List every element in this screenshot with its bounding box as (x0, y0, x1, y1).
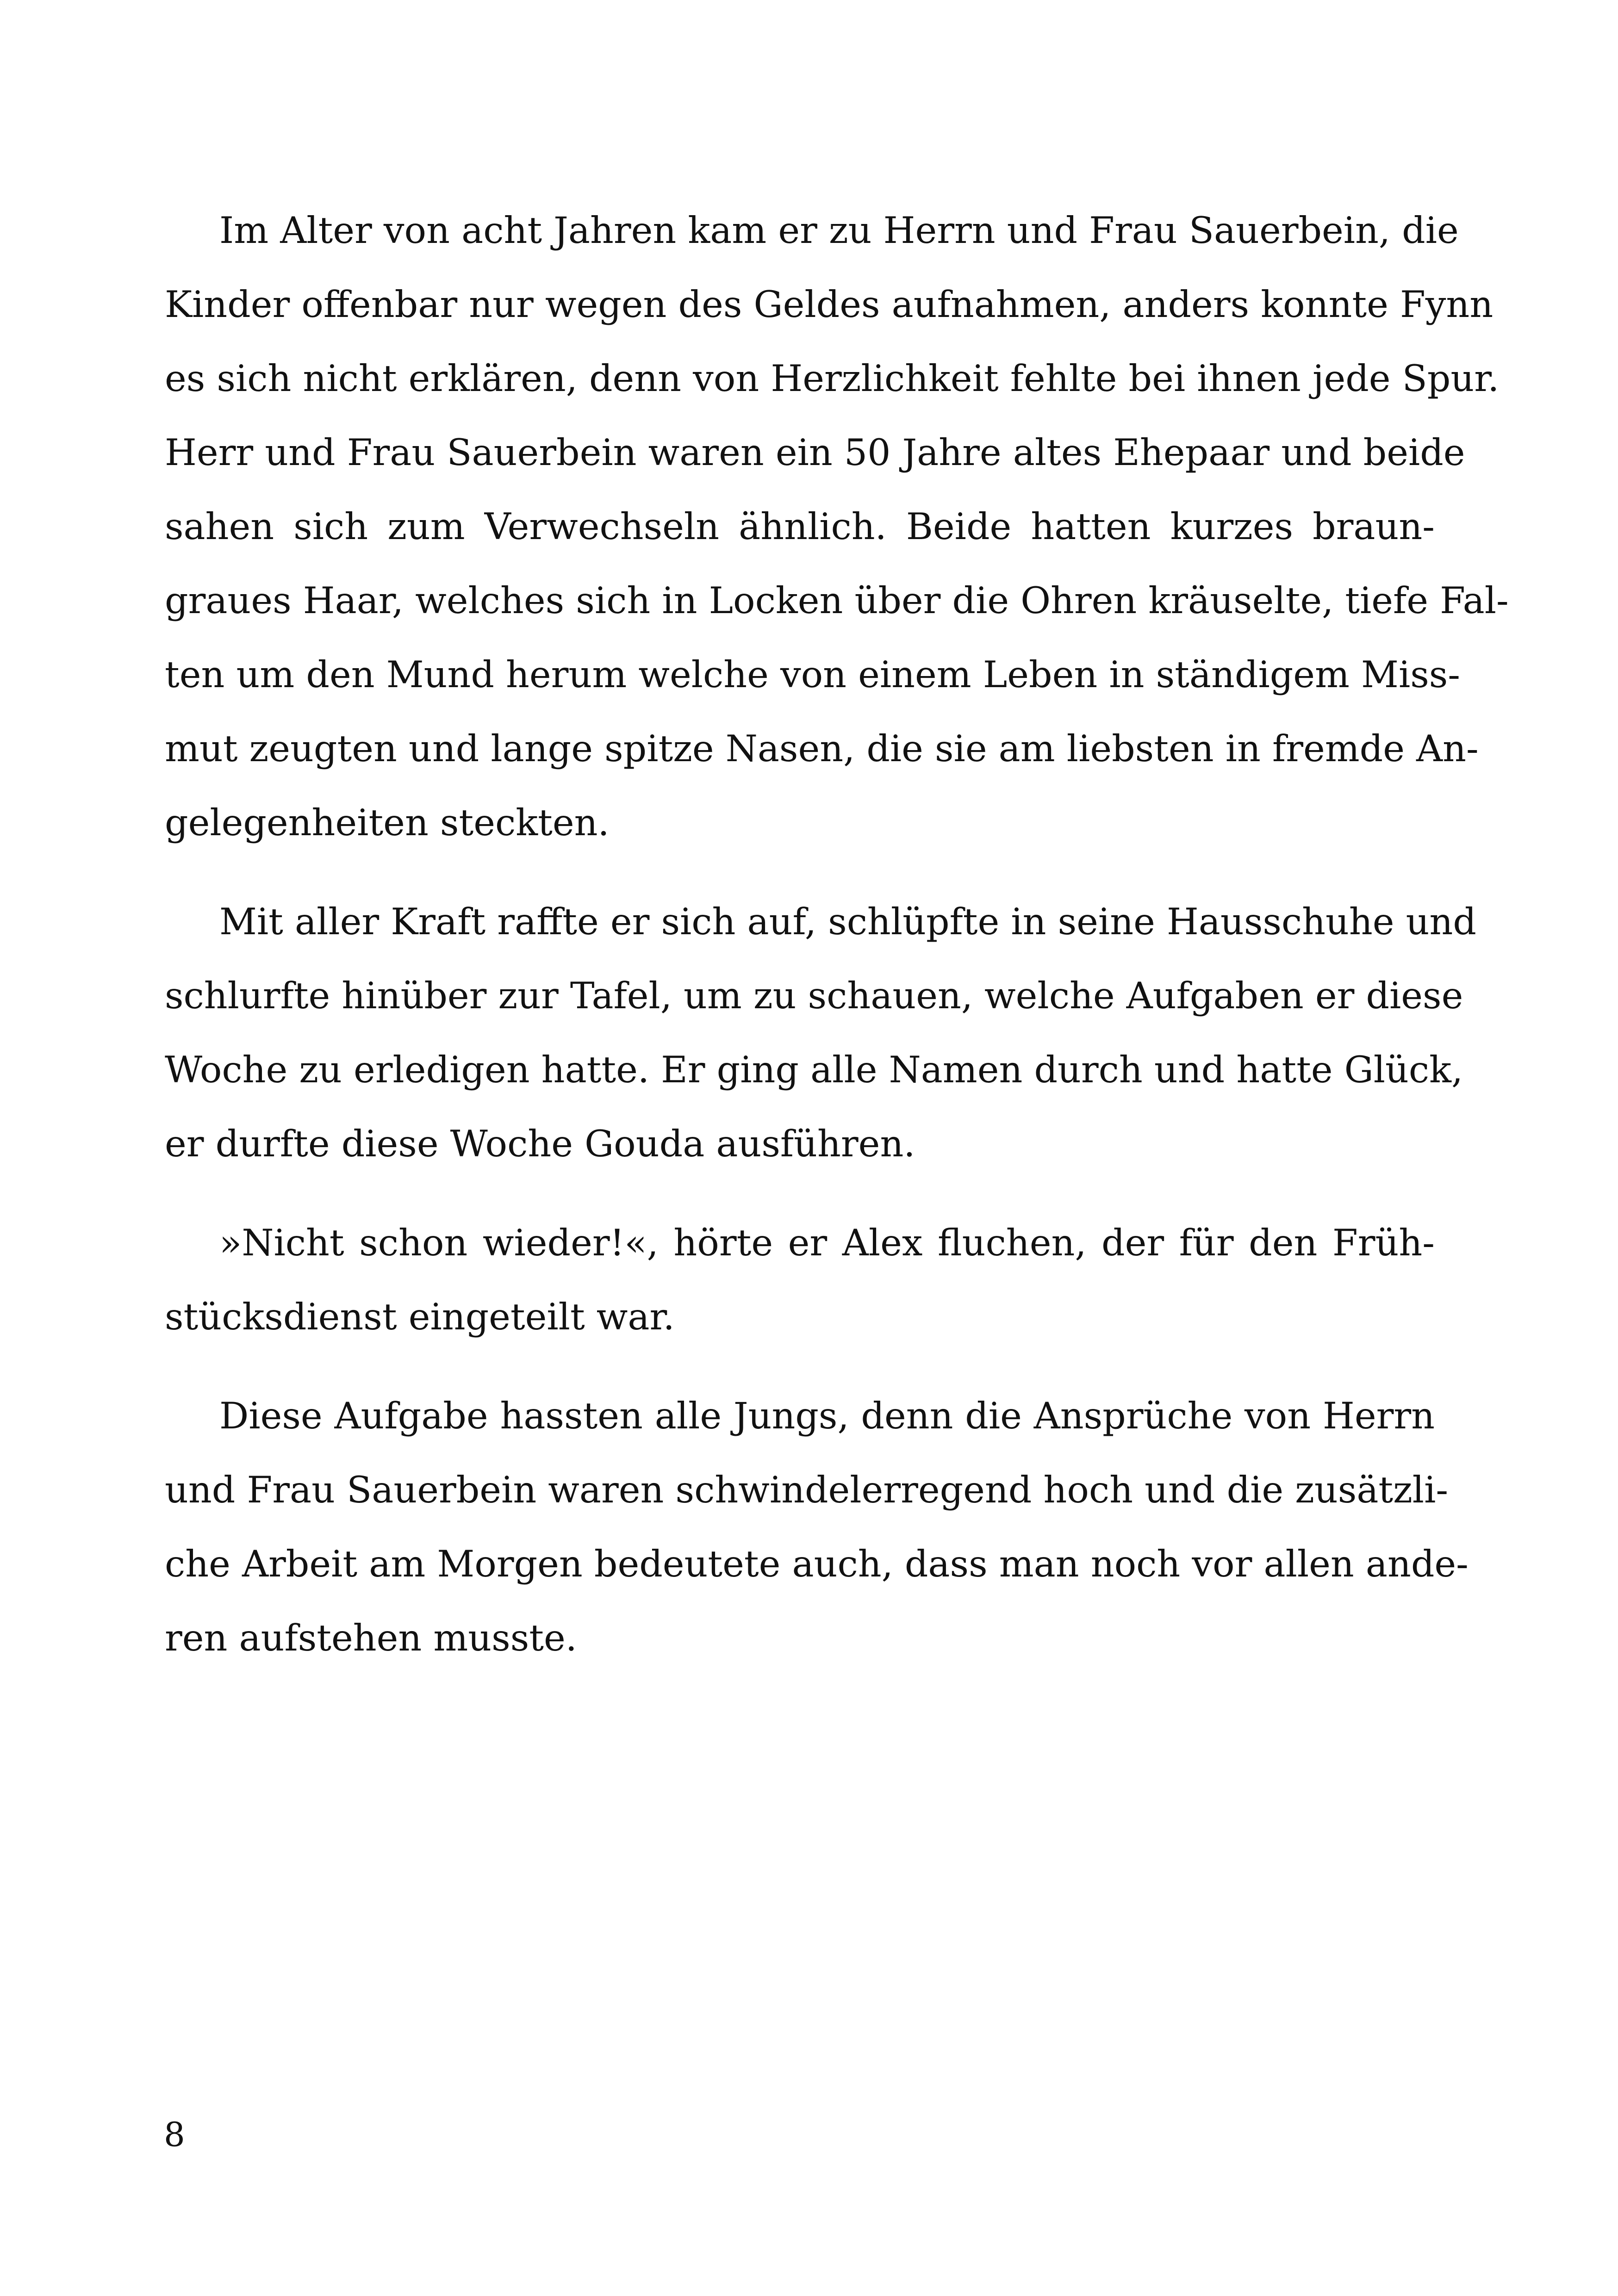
paragraph-gap (165, 1354, 1435, 1379)
text-line: ren aufstehen musste. (165, 1617, 577, 1659)
body-text (165, 193, 1509, 1675)
text-line: stücksdienst eingeteilt war. (165, 1296, 675, 1338)
text-line: che Arbeit am Morgen bedeutete auch, dass man noch vor allen ande- (165, 1543, 1469, 1585)
paragraph (165, 193, 1509, 860)
text-line: und Frau Sauerbein waren schwindelerregend hoch und die zusätzli- (165, 1469, 1449, 1511)
text-line: ten um den Mund herum welche von einem Leben in ständigem Miss- (165, 653, 1460, 696)
text-line: mut zeugten und lange spitze Nasen, die sie am liebsten in fremde An- (165, 727, 1479, 770)
text-line: er durfte diese Woche Gouda ausführen. (165, 1123, 915, 1165)
paragraph (165, 1379, 1469, 1675)
text-line: sahen sich zum Verwechseln ähnlich. Beide hatten kurzes braun- (165, 505, 1435, 548)
text-line: Diese Aufgabe hassten alle Jungs, denn die Ansprüche von Herrn (219, 1395, 1435, 1437)
paragraph (165, 885, 1476, 1181)
text-line: es sich nicht erklären, denn von Herzlichkeit fehlte bei ihnen jede Spur. (165, 357, 1500, 400)
text-line: schlurfte hinüber zur Tafel, um zu schauen, welche Aufgaben er diese (165, 974, 1463, 1017)
paragraph-gap (165, 860, 1435, 885)
text-line: Herr und Frau Sauerbein waren ein 50 Jahre altes Ehepaar und beide (165, 431, 1465, 474)
text-line: Im Alter von acht Jahren kam er zu Herrn und Frau Sauerbein, die (219, 209, 1459, 252)
text-line: Mit aller Kraft raffte er sich auf, schlüpfte in seine Hausschuhe und (219, 900, 1476, 943)
paragraph-gap (165, 1181, 1435, 1206)
text-line: »Nicht schon wieder!«, hörte er Alex fluchen, der für den Früh- (219, 1222, 1435, 1264)
paragraph (165, 1206, 1435, 1354)
text-line: graues Haar, welches sich in Locken über die Ohren kräuselte, tiefe Fal- (165, 579, 1509, 622)
page-number: 8 (164, 2115, 185, 2154)
text-line: Woche zu erledigen hatte. Er ging alle Namen durch und hatte Glück, (165, 1049, 1463, 1091)
text-line: gelegenheiten steckten. (165, 801, 610, 844)
text-line: Kinder offenbar nur wegen des Geldes aufnahmen, anders konnte Fynn (165, 283, 1494, 326)
